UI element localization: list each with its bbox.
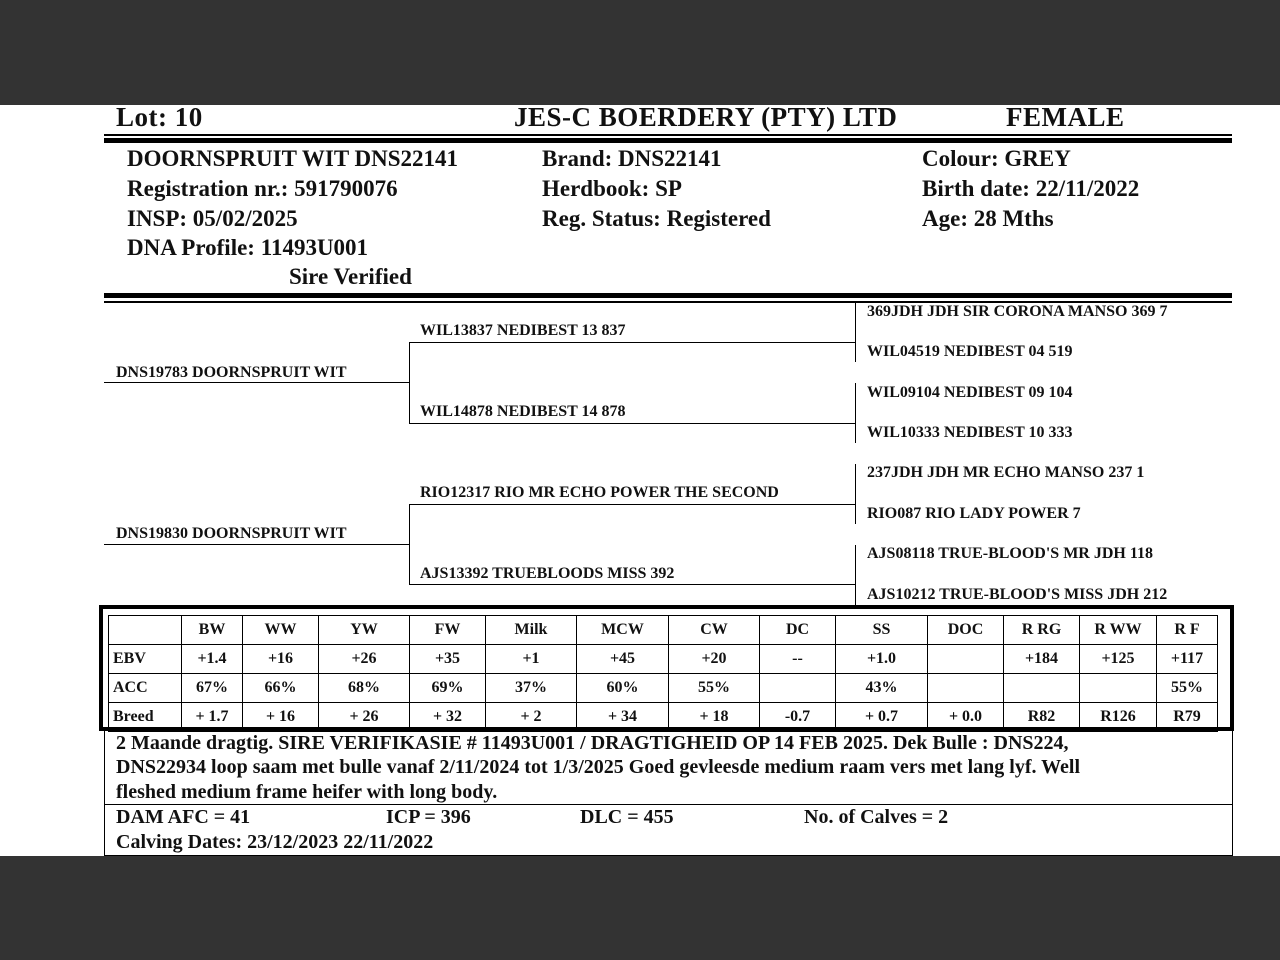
breed-cell: + 18 [669, 703, 760, 732]
acc-cell: 69% [410, 674, 486, 703]
ebv-cell: +1.0 [836, 645, 928, 674]
brand: Brand: DNS22141 [542, 146, 722, 171]
pedigree-bracket [855, 464, 856, 524]
lot-sheet [0, 105, 1280, 856]
breed-row-label: Breed [109, 703, 182, 732]
ebv-header-cell: MCW [577, 616, 669, 645]
acc-row [109, 674, 1218, 703]
pedigree-great-grandparent: AJS08118 TRUE-BLOOD'S MR JDH 118 [867, 545, 1153, 562]
acc-cell [928, 674, 1004, 703]
pedigree-dam: DNS19830 DOORNSPRUIT WIT [116, 525, 347, 542]
animal-sex: FEMALE [1006, 105, 1125, 132]
ebv-header-row [109, 616, 1218, 645]
dam-dlc: DLC = 455 [580, 806, 674, 828]
ebv-cell: +20 [669, 645, 760, 674]
breed-cell: R82 [1004, 703, 1080, 732]
acc-cell: 43% [836, 674, 928, 703]
pedigree-sire-dam: WIL14878 NEDIBEST 14 878 [420, 403, 626, 420]
pedigree-sire: DNS19783 DOORNSPRUIT WIT [116, 364, 347, 381]
comment-line: DNS22934 loop saam met bulle vanaf 2/11/2024 tot 1/3/2025 Goed gevleesde medium raam vers met lang lyf. Well [116, 756, 1081, 778]
calving-dates: Calving Dates: 23/12/2023 22/11/2022 [116, 831, 434, 853]
acc-cell: 37% [486, 674, 577, 703]
registration-number: Registration nr.: 591790076 [127, 176, 398, 201]
ebv-cell: +1 [486, 645, 577, 674]
header-rule-thin [104, 134, 1232, 136]
ebv-cell: +117 [1157, 645, 1218, 674]
pedigree-line [409, 342, 855, 343]
pedigree-line [104, 544, 409, 545]
comments-divider [104, 804, 1232, 805]
pedigree-bracket [855, 302, 856, 362]
pedigree-great-grandparent: WIL04519 NEDIBEST 04 519 [867, 343, 1073, 360]
breed-cell: + 2 [486, 703, 577, 732]
ebv-table [108, 615, 1218, 732]
ebv-header-cell [109, 616, 182, 645]
comment-line: fleshed medium frame heifer with long body. [116, 781, 498, 803]
details-rule-thick [104, 293, 1232, 298]
breed-cell: + 26 [319, 703, 410, 732]
breed-cell: + 34 [577, 703, 669, 732]
ebv-cell [928, 645, 1004, 674]
ebv-header-cell: R F [1157, 616, 1218, 645]
pedigree-great-grandparent: AJS10212 TRUE-BLOOD'S MISS JDH 212 [867, 586, 1168, 603]
pedigree-dam-dam: AJS13392 TRUEBLOODS MISS 392 [420, 565, 675, 582]
pedigree-line [409, 504, 855, 505]
breed-cell: + 1.7 [182, 703, 243, 732]
ebv-cell: +35 [410, 645, 486, 674]
breed-cell: + 0.0 [928, 703, 1004, 732]
pedigree-bracket [409, 342, 410, 424]
breed-cell: R126 [1080, 703, 1157, 732]
birth-date: Birth date: 22/11/2022 [922, 176, 1140, 201]
dam-icp: ICP = 396 [386, 806, 471, 828]
ebv-cell: +16 [243, 645, 319, 674]
animal-name: DOORNSPRUIT WIT DNS22141 [127, 146, 459, 171]
acc-cell: 55% [1157, 674, 1218, 703]
acc-cell: 66% [243, 674, 319, 703]
header-rule-thick [104, 138, 1232, 143]
ebv-header-cell: CW [669, 616, 760, 645]
herdbook: Herdbook: SP [542, 176, 682, 201]
age: Age: 28 Mths [922, 206, 1054, 231]
pedigree-great-grandparent: RIO087 RIO LADY POWER 7 [867, 505, 1081, 522]
ebv-header-cell: FW [410, 616, 486, 645]
ebv-header-cell: DOC [928, 616, 1004, 645]
pedigree-dam-sire: RIO12317 RIO MR ECHO POWER THE SECOND [420, 484, 779, 501]
pedigree-line [409, 423, 855, 424]
comment-line: 2 Maande dragtig. SIRE VERIFIKASIE # 11493U001 / DRAGTIGHEID OP 14 FEB 2025. Dek Bulle : DNS224, [116, 732, 1069, 754]
pedigree-bracket [409, 504, 410, 585]
ebv-row-label: EBV [109, 645, 182, 674]
pedigree-line [104, 382, 409, 383]
ebv-cell: +125 [1080, 645, 1157, 674]
ebv-cell: +26 [319, 645, 410, 674]
ebv-cell: +184 [1004, 645, 1080, 674]
acc-cell [1004, 674, 1080, 703]
pedigree-great-grandparent: 369JDH JDH SIR CORONA MANSO 369 7 [867, 303, 1168, 320]
lot-number: Lot: 10 [116, 105, 203, 132]
pedigree-bracket [855, 545, 856, 605]
acc-cell [760, 674, 836, 703]
pedigree-great-grandparent: WIL10333 NEDIBEST 10 333 [867, 424, 1073, 441]
breed-cell: + 32 [410, 703, 486, 732]
ebv-header-cell: WW [243, 616, 319, 645]
dna-profile: DNA Profile: 11493U001 [127, 235, 369, 260]
ebv-cell: -- [760, 645, 836, 674]
breed-cell: R79 [1157, 703, 1218, 732]
ebv-cell: +1.4 [182, 645, 243, 674]
ebv-header-cell: Milk [486, 616, 577, 645]
acc-cell [1080, 674, 1157, 703]
pedigree-bracket [855, 383, 856, 443]
breed-cell: + 16 [243, 703, 319, 732]
ebv-header-cell: SS [836, 616, 928, 645]
breeder-name: JES-C BOERDERY (PTY) LTD [514, 105, 898, 132]
acc-cell: 68% [319, 674, 410, 703]
pedigree-line [409, 584, 855, 585]
sire-verified: Sire Verified [289, 264, 412, 289]
breed-row [109, 703, 1218, 732]
pedigree-great-grandparent: 237JDH JDH MR ECHO MANSO 237 1 [867, 464, 1145, 481]
dam-calves-count: No. of Calves = 2 [804, 806, 949, 828]
breed-cell: -0.7 [760, 703, 836, 732]
dam-afc: DAM AFC = 41 [116, 806, 251, 828]
registration-status: Reg. Status: Registered [542, 206, 771, 231]
acc-row-label: ACC [109, 674, 182, 703]
ebv-cell: +45 [577, 645, 669, 674]
inspection-date: INSP: 05/02/2025 [127, 206, 298, 231]
acc-cell: 60% [577, 674, 669, 703]
ebv-header-cell: YW [319, 616, 410, 645]
ebv-header-cell: DC [760, 616, 836, 645]
pedigree-great-grandparent: WIL09104 NEDIBEST 09 104 [867, 384, 1073, 401]
pedigree-sire-sire: WIL13837 NEDIBEST 13 837 [420, 322, 626, 339]
ebv-header-cell: BW [182, 616, 243, 645]
colour: Colour: GREY [922, 146, 1071, 171]
acc-cell: 67% [182, 674, 243, 703]
breed-cell: + 0.7 [836, 703, 928, 732]
ebv-header-cell: R RG [1004, 616, 1080, 645]
ebv-row [109, 645, 1218, 674]
ebv-header-cell: R WW [1080, 616, 1157, 645]
acc-cell: 55% [669, 674, 760, 703]
